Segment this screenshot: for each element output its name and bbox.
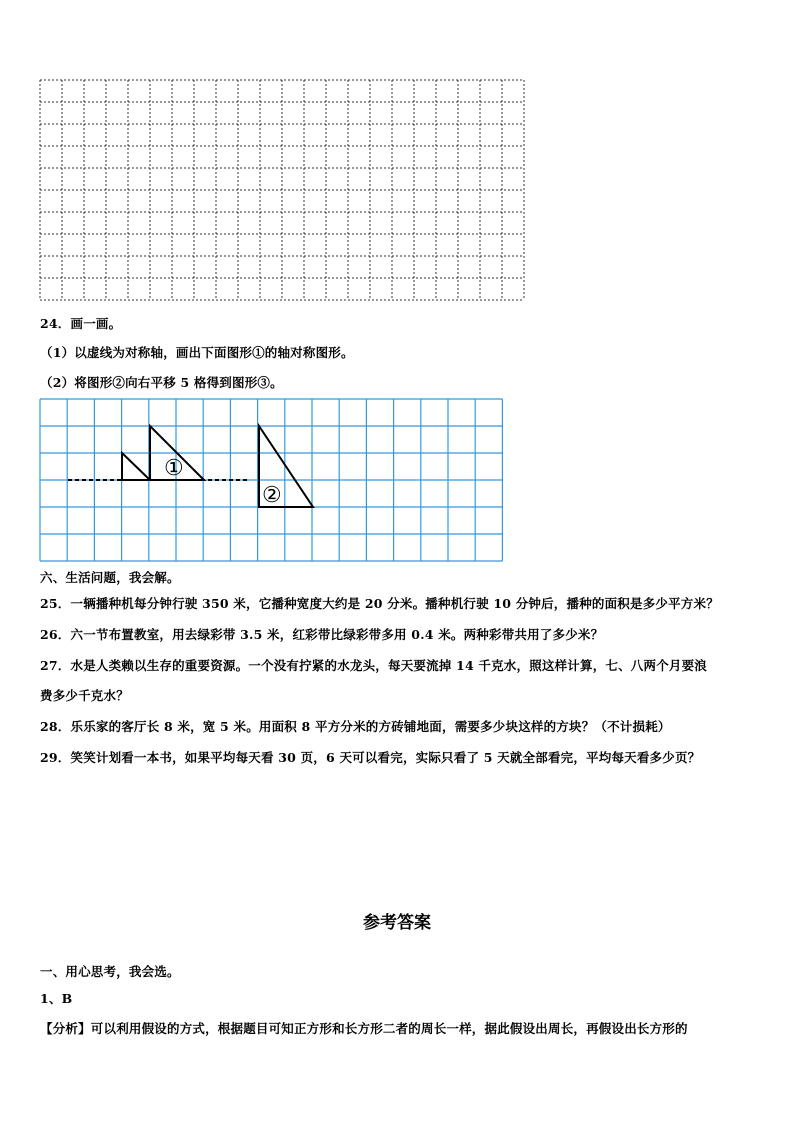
answer-1-analysis: 【分析】可以利用假设的方式，根据题目可知正方形和长方形二者的周长一样，据此假设出周长，再假设出长方形的 — [40, 1021, 688, 1036]
q28: 28．乐乐家的客厅长 8 米，宽 5 米。用面积 8 平方分米的方砖铺地面，需要多少块这样的方块？（不计损耗） — [40, 719, 671, 734]
answers-section1: 一、用心思考，我会选。 — [40, 964, 180, 979]
q25: 25．一辆播种机每分钟行驶 350 米，它播种宽度大约是 20 分米。播种机行驶 10 分钟后，播种的面积是多少平方米？ — [40, 596, 719, 611]
q24-title: 24．画一画。 — [40, 316, 122, 331]
q27-line2: 费多少千克水？ — [40, 688, 129, 703]
answers-title: 参考答案 — [363, 913, 431, 933]
blue-grid-figure — [38, 398, 508, 563]
q24-part2: （2）将图形②向右平移 5 格得到图形③。 — [40, 375, 283, 390]
figure-2-label: ② — [262, 483, 282, 508]
q27-line1: 27．水是人类赖以生存的重要资源。一个没有拧紧的水龙头，每天要流掉 14 千克水，照这样计算，七、八两个月要浪 — [40, 658, 707, 673]
section6-heading: 六、生活问题，我会解。 — [40, 570, 180, 585]
figure-1-small-triangle — [122, 453, 150, 480]
q29: 29．笑笑计划看一本书，如果平均每天看 30 页，6 天可以看完，实际只看了 5 天就全部看完，平均每天看多少页？ — [40, 750, 701, 765]
dashed-practice-grid — [38, 78, 530, 304]
figure-1-label: ① — [164, 456, 184, 481]
answer-1: 1、B — [40, 991, 73, 1006]
q26: 26．六一节布置教室，用去绿彩带 3.5 米，红彩带比绿彩带多用 0.4 米。两种彩带共用了多少米？ — [40, 627, 604, 642]
q24-part1: （1）以虚线为对称轴，画出下面图形①的轴对称图形。 — [40, 345, 354, 360]
